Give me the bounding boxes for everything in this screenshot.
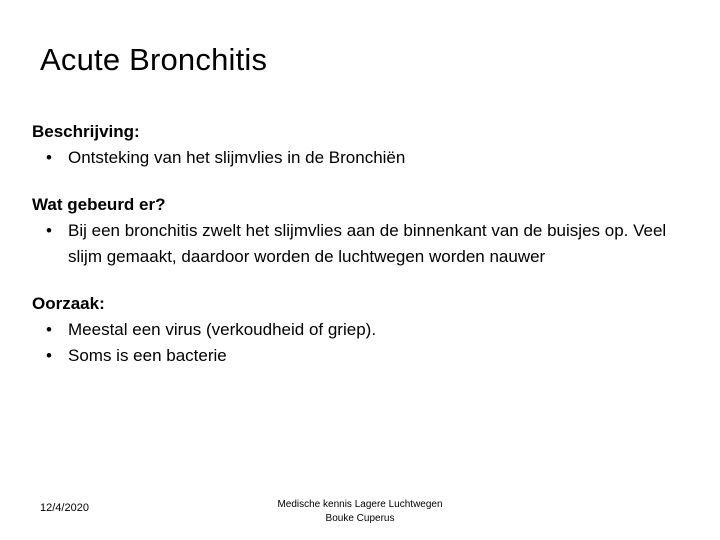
bullet-dot-icon: • (46, 346, 52, 366)
bullet-dot-icon: • (46, 319, 52, 339)
section-heading-wat-gebeurd-er: Wat gebeurd er? (32, 194, 166, 214)
section-spacer (32, 270, 692, 292)
slide-footer (0, 494, 720, 540)
list-item (32, 317, 692, 343)
list-item-text: Soms is een bacterie (68, 346, 227, 366)
bullet-list-wat-gebeurd-er (32, 218, 692, 271)
bullet-list-oorzaak (32, 317, 692, 370)
slide-body (32, 120, 692, 370)
list-item (32, 145, 692, 171)
section-heading-beschrijving: Beschrijving: (32, 122, 140, 141)
list-item-text: Bij een bronchitis zwelt het slijmvlies aan de binnenkant van de buisjes op. Veel slijm gemaakt, daardoor worden de luchtwegen worden nauwer (68, 220, 667, 266)
page-title: Acute Bronchitis (40, 42, 268, 77)
footer-center-text (0, 498, 720, 525)
list-item-text: Ontsteking van het slijmvlies in de Bronchiën (68, 147, 406, 167)
footer-line-1: Medische kennis Lagere Luchtwegen (277, 499, 443, 510)
list-item (32, 218, 692, 271)
bullet-dot-icon: • (46, 147, 52, 167)
section-spacer (32, 171, 692, 193)
bullet-dot-icon: • (46, 220, 52, 240)
footer-line-2: Bouke Cuperus (325, 512, 395, 524)
section-heading-oorzaak: Oorzaak: (32, 294, 105, 314)
list-item-text: Meestal een virus (verkoudheid of griep). (68, 319, 377, 339)
list-item (32, 343, 692, 369)
bullet-list-beschrijving (32, 145, 692, 171)
footer-date: 12/4/2020 (40, 502, 89, 514)
